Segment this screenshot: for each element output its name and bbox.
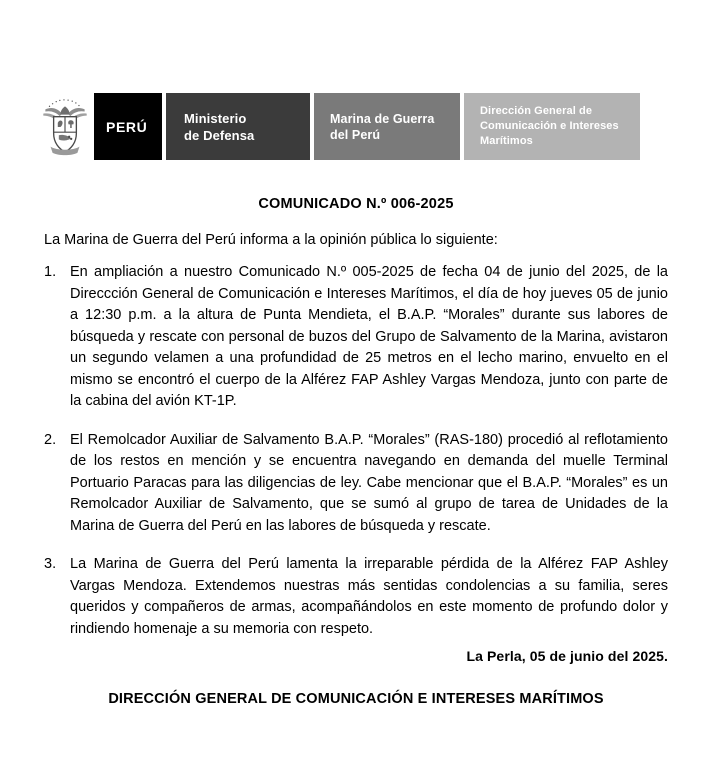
- header-dgcim-line-1: Dirección General de: [480, 105, 593, 117]
- list-item: [44, 430, 668, 538]
- header-dgcim-line-2: Comunicación e Intereses: [480, 120, 619, 132]
- header-marina-line-2: del Perú: [330, 127, 381, 142]
- lead-paragraph: La Marina de Guerra del Perú informa a la opinión pública lo siguiente:: [44, 232, 498, 248]
- page-title: COMUNICADO N.º 006-2025: [258, 196, 454, 212]
- header-mindef-line-2: de Defensa: [184, 127, 255, 143]
- header-block-direccion-general: [464, 93, 640, 160]
- signature-line: DIRECCIÓN GENERAL DE COMUNICACIÓN E INTERESES MARÍTIMOS: [108, 691, 604, 707]
- peru-coat-of-arms-icon: [39, 96, 91, 158]
- list-item-number: 1.: [44, 264, 57, 280]
- list-item: [44, 554, 668, 640]
- list-item-number: 3.: [44, 556, 57, 572]
- header-dgcim-line-3: Marítimos: [480, 135, 533, 147]
- list-item-text: La Marina de Guerra del Perú lamenta la irreparable pérdida de la Alférez FAP Ashley Vargas Mendoza. Extendemos nuestras más sentidas condolencias a su familia, seres queridos y compañeros de armas, acompañándolos en este momento de profundo dolor y rindiendo homenaje a su memoria con respeto.: [70, 556, 668, 637]
- header-block-ministerio-defensa: [166, 93, 310, 160]
- place-and-date: La Perla, 05 de junio del 2025.: [466, 648, 668, 664]
- list-item-text: El Remolcador Auxiliar de Salvamento B.A.P. “Morales” (RAS-180) procedió al reflotamiento de los restos en mención y se encuentra navegando en demanda del muelle Terminal Portuario Paracas para las diligencias de ley. Cabe mencionar que el B.A.P. “Morales” es un Remolcador Auxiliar de Salvamento, que se sumó al grupo de tarea de Unidades de la Marina de Guerra del Perú en las labores de búsqueda y rescate.: [70, 431, 668, 534]
- list-item-text: En ampliación a nuestro Comunicado N.º 005-2025 de fecha 04 de junio del 2025, de la Direccción General de Comunicación e Intereses Marítimos, el día de hoy jueves 05 de junio a 12:30 p.m. a la altura de Punta Mendieta, el B.A.P. “Morales” durante sus labores de búsqueda y rescate con personal de buzos del Grupo de Salvamento de la Marina, avistaron un segundo velamen a una profundidad de 25 metros en el lecho marino, envuelto en el mismo se encontró el cuerpo de la Alférez FAP Ashley Vargas Mendoza, junto con parte de la cabina del avión KT-1P.: [70, 264, 668, 409]
- numbered-items-list: [44, 262, 668, 657]
- emblem-cell: [36, 93, 94, 160]
- header-marina-line-1: Marina de Guerra: [330, 111, 435, 126]
- header-block-peru: [94, 93, 162, 160]
- header-peru-line-1: PERÚ: [106, 118, 148, 135]
- header-mindef-line-1: Ministerio: [184, 110, 247, 126]
- list-item-number: 2.: [44, 431, 57, 448]
- header-block-marina-guerra: [314, 93, 460, 160]
- institutional-header: [36, 93, 640, 160]
- list-item: [44, 262, 668, 413]
